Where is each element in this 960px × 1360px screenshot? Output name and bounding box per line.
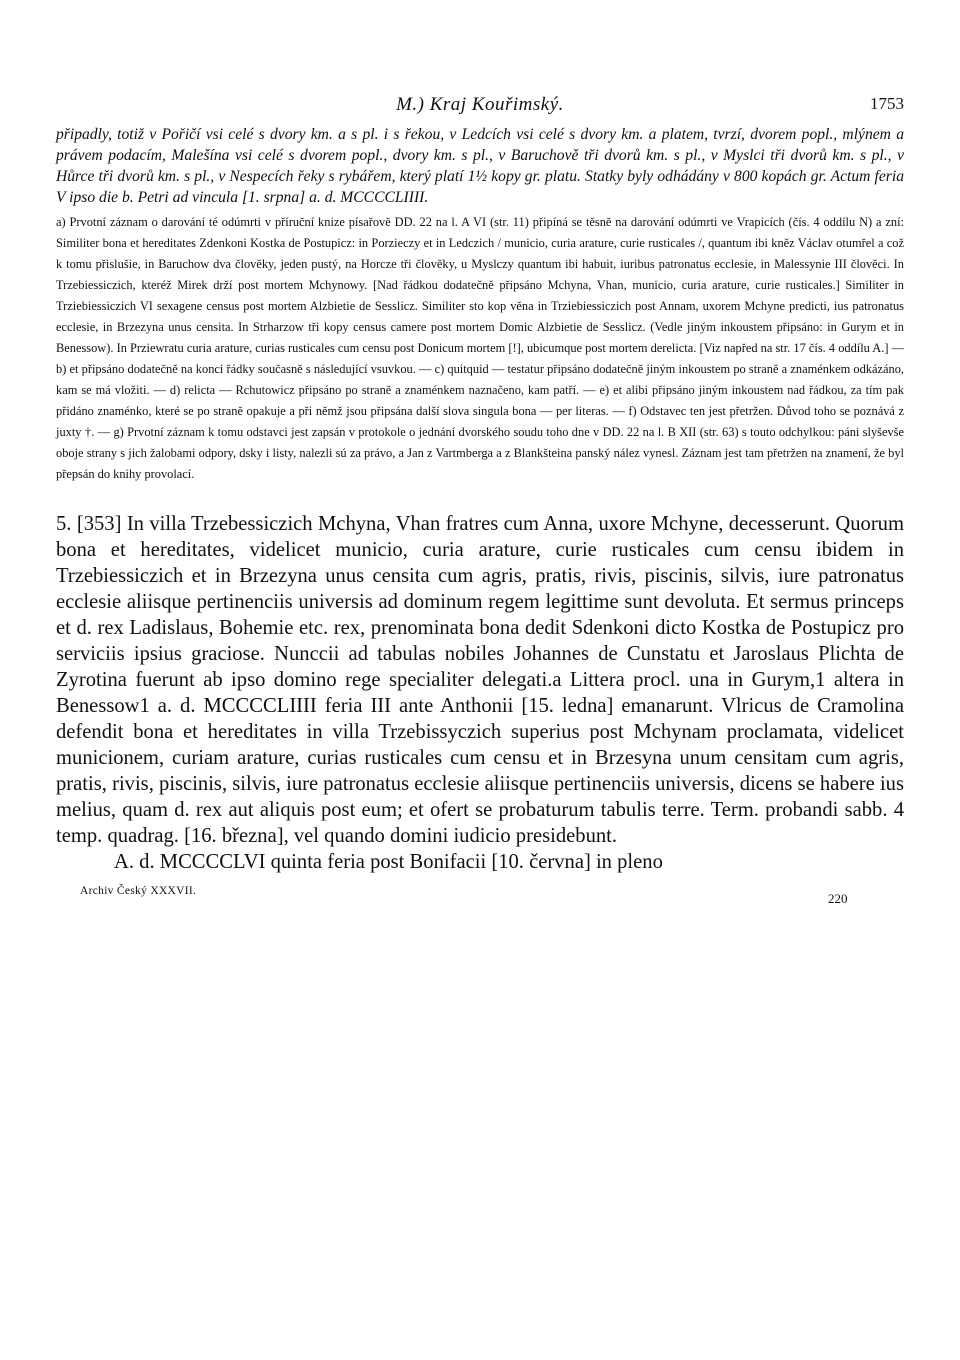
continuation-text: připadly, totiž v Pořičí vsi celé s dvory km. a s pl. i s řekou, v Ledcích vsi celé s dvory km. a platem, tvrzí, dvorem popl., mlýnem a právem podacím, Malešína vsi celé s dvorem popl., dvory km. s pl., v Baruchově tři dvorů km. s pl., v Myslci tři dvorů km. s pl., v Hůrce tři dvorů km. s pl., v Nespecích řeky s rybářem, který platí 1½ kopy gr. platu. Statky byly odhádány v 800 kopách gr. Actum feria V ipso die b. Petri ad vincula [1. srpna] a. d. MCCCCLIIII.: [56, 126, 904, 206]
page-header: [56, 80, 904, 120]
footnotes-block: [56, 212, 904, 485]
entry-paragraph-1: 5. [353] In villa Trzebessiczich Mchyna, Vhan fratres cum Anna, uxore Mchyne, decesserunt. Quorum bona et hereditates, videlicet municio, curia arature, curie rusticales cum censu ibidem in Trzebiessiczich et in Brzezyna unus censita cum agris, pratis, rivis, piscinis, silvis, iure patronatus ecclesie aliisque pertinenciis universis ad dominum regem legittime sunt devoluta. Et sermus princeps et d. rex Ladislaus, Bohemie etc. rex, prenominata bona dedit Sdenkoni dicto Kostka de Postupicz pro serviciis ipsius graciose. Nunccii ad tabulas nobiles Johannes de Cunstatu et Jaroslaus Plichta de Zyrotina fuerunt ab ipso domino rege specialiter delegati.a Littera procl. una in Gurym,1 altera in Benessow1 a. d. MCCCCLIIII feria III ante Anthonii [15. ledna] emanarunt. Vlricus de Cramolina defendit bona et hereditates in villa Trzebissyczich superius post Mchynam proclamata, videlicet municionem, curiam arature, curias rusticales cum censu et in Brzesyna unum censitam cum agris, pratis, rivis, piscinis, silvis, iure patronatus ecclesie aliisque pertinenciis universis, dicens se habere ius melius, quam d. rex aut aliquis post eum; et ofert se probaturum tabulis terre. Term. probandi sabb. 4 temp. quadrag. [16. března], vel quando domini iudicio presidebunt.: [56, 513, 904, 847]
entry-paragraph-2: A. d. MCCCCLVI quinta feria post Bonifacii [10. června] in pleno: [114, 851, 663, 873]
page-footer: [56, 881, 904, 905]
page-number: 1753: [870, 94, 904, 113]
continuation-paragraph: [56, 124, 904, 208]
footnotes-text: a) Prvotní záznam o darování té odúmrti v příruční knize písařově DD. 22 na l. A VI (str. 11) připíná se těsně na darování odúmrti ve Vrapicích (čís. 4 oddílu N) a zní: Similiter bona et hereditates Zdenkoni Kostka de Postupicz: in Porzieczy et in Ledczich / municio, curia arature, curie rusticales /, quantum ibi kněz Václav otumřel a což k tomu přislušie, in Baruchow dva člověky, jeden pustý, na Horcze tři člověky, u Myslczy quantum ibi habuit, iuribus patronatus ecclesie, in Malessynie III člověci. In Trzebiessiczich, kteréž Mirek drží post mortem Mchynowy. [Nad řádkou dodatečně připsáno Mchyna, Vhan, municio, curia arature, curie rusticales.] Similiter in Trziebiessiczich VI sexagene census post mortem Alzbietie de Sesslicz. Similiter sto kop věna in Trziebiessiczich post Annam, uxorem Mchyne predicti, ius patronatus ecclesie, in Brzezyna unus censita. In Strharzow tři kopy census camere post mortem Domic Alzbietie de Sesslicz. (Vedle jiným inkoustem připsáno: in Gurym et in Benessow). In Prziewratu curia arature, curias rusticales cum censu post Donicum mortem [!], ubicumque post mortem derelicta. [Viz napřed na str. 17 čís. 4 oddílu A.] — b) et připsáno dodatečně na konci řádky současně s následující vsuvkou. — c) quitquid — testatur připsáno dodatečně jiným inkoustem po straně a znaménkem odkázáno, kam se má vložiti. — d) relicta — Rchutowicz připsáno po straně a znaménkem naznačeno, kam patří. — e) et alibi připsáno jiným inkoustem nad řádkou, za tím pak přidáno znaménko, které se po straně opakuje a při němž jsou připsána další slova singula bona — per literas. — f) Odstavec ten jest přetržen. Důvod toho se poznává z juxty †. — g) Prvotní záznam k tomu odstavci jest zapsán v protokole o jednání dvorského soudu toho dne v DD. 22 na l. B XII (str. 63) s touto odchylkou: páni slyševše oboje strany s jich žalobami odpory, dsky i listy, nalezli sú za právo, a Jan z Vartmberga a z Blankšteina panský nález vynesl. Záznam jest tam přetržen na znamení, že byl přepsán do knihy provolací.: [56, 215, 904, 481]
signature-mark: Archiv Český XXXVII.: [80, 885, 197, 897]
running-title: M.) Kraj Kouřimský.: [396, 94, 564, 115]
document-page: [56, 80, 904, 905]
sheet-number: 220: [828, 891, 848, 906]
main-entry: [56, 511, 904, 875]
